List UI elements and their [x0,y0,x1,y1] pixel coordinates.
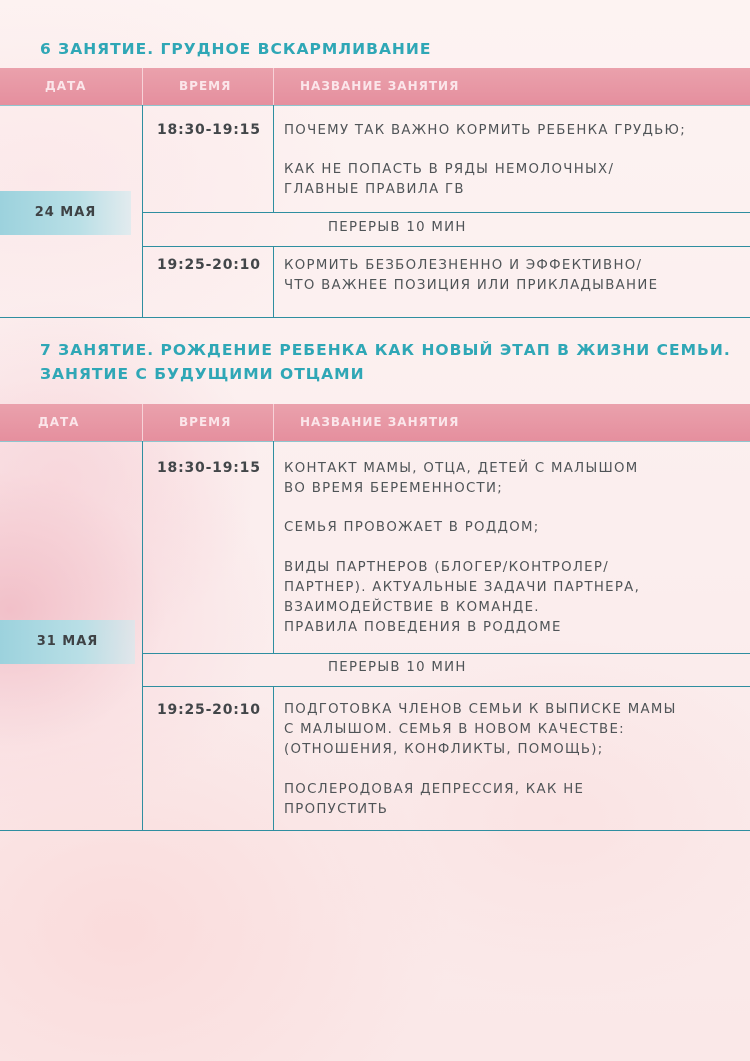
topic-text: ПРОПУСТИТЬ [284,802,389,817]
section-7-table-header [0,404,750,441]
header-time: ВРЕМЯ [179,415,232,429]
date-31-may: 31 МАЯ [0,620,135,664]
section-7-subtitle: ЗАНЯТИЕ С БУДУЩИМИ ОТЦАМИ [40,365,365,383]
section-6-title: 6 ЗАНЯТИЕ. ГРУДНОЕ ВСКАРМЛИВАНИЕ [40,40,432,58]
section-7-title: 7 ЗАНЯТИЕ. РОЖДЕНИЕ РЕБЕНКА КАК НОВЫЙ ЭТАП В ЖИЗНИ СЕМЬИ. [40,341,731,359]
topic-text: ВЗАИМОДЕЙСТВИЕ В КОМАНДЕ. [284,600,540,615]
column-divider [273,441,274,653]
column-divider [273,105,274,212]
break-label: ПЕРЕРЫВ 10 МИН [328,220,467,235]
topic-text: ВО ВРЕМЯ БЕРЕМЕННОСТИ; [284,481,504,496]
row-divider [0,441,750,442]
topic-text: КОРМИТЬ БЕЗБОЛЕЗНЕННО И ЭФФЕКТИВНО/ [284,258,643,273]
row-divider [142,246,750,247]
date-24-may: 24 МАЯ [0,191,131,235]
topic-text: ВИДЫ ПАРТНЕРОВ (БЛОГЕР/КОНТРОЛЕР/ [284,560,609,575]
topic-text: ПАРТНЕР). АКТУАЛЬНЫЕ ЗАДАЧИ ПАРТНЕРА, [284,580,641,595]
topic-text: ЧТО ВАЖНЕЕ ПОЗИЦИЯ ИЛИ ПРИКЛАДЫВАНИЕ [284,278,659,293]
column-divider [273,686,274,831]
topic-text: ГЛАВНЫЕ ПРАВИЛА ГВ [284,182,465,197]
row-divider [0,830,750,831]
row-divider [142,653,750,654]
header-time: ВРЕМЯ [179,79,232,93]
row-divider [0,105,750,106]
slot-time: 18:30-19:15 [157,460,261,476]
header-date: ДАТА [45,79,87,93]
header-divider [273,68,274,105]
topic-text: ПОЧЕМУ ТАК ВАЖНО КОРМИТЬ РЕБЕНКА ГРУДЬЮ; [284,123,686,138]
slot-time: 19:25-20:10 [157,702,261,718]
topic-text: КОНТАКТ МАМЫ, ОТЦА, ДЕТЕЙ С МАЛЫШОМ [284,461,639,476]
row-divider [0,317,750,318]
row-divider [142,212,750,213]
row-divider [142,686,750,687]
header-name: НАЗВАНИЕ ЗАНЯТИЯ [300,415,460,429]
topic-text: КАК НЕ ПОПАСТЬ В РЯДЫ НЕМОЛОЧНЫХ/ [284,162,615,177]
header-date: ДАТА [38,415,80,429]
topic-text: С МАЛЫШОМ. СЕМЬЯ В НОВОМ КАЧЕСТВЕ: [284,722,625,737]
topic-text: ПОДГОТОВКА ЧЛЕНОВ СЕМЬИ К ВЫПИСКЕ МАМЫ [284,702,677,717]
header-divider [273,404,274,441]
break-label: ПЕРЕРЫВ 10 МИН [328,660,467,675]
column-divider [142,441,143,831]
header-divider [142,68,143,105]
topic-text: ПРАВИЛА ПОВЕДЕНИЯ В РОДДОМЕ [284,620,562,635]
header-name: НАЗВАНИЕ ЗАНЯТИЯ [300,79,460,93]
topic-text: СЕМЬЯ ПРОВОЖАЕТ В РОДДОМ; [284,520,540,535]
header-divider [142,404,143,441]
section-6-table-header [0,68,750,105]
topic-text: (ОТНОШЕНИЯ, КОНФЛИКТЫ, ПОМОЩЬ); [284,742,604,757]
column-divider [142,105,143,317]
slot-time: 18:30-19:15 [157,122,261,138]
topic-text: ПОСЛЕРОДОВАЯ ДЕПРЕССИЯ, КАК НЕ [284,782,585,797]
slot-time: 19:25-20:10 [157,257,261,273]
column-divider [273,246,274,317]
